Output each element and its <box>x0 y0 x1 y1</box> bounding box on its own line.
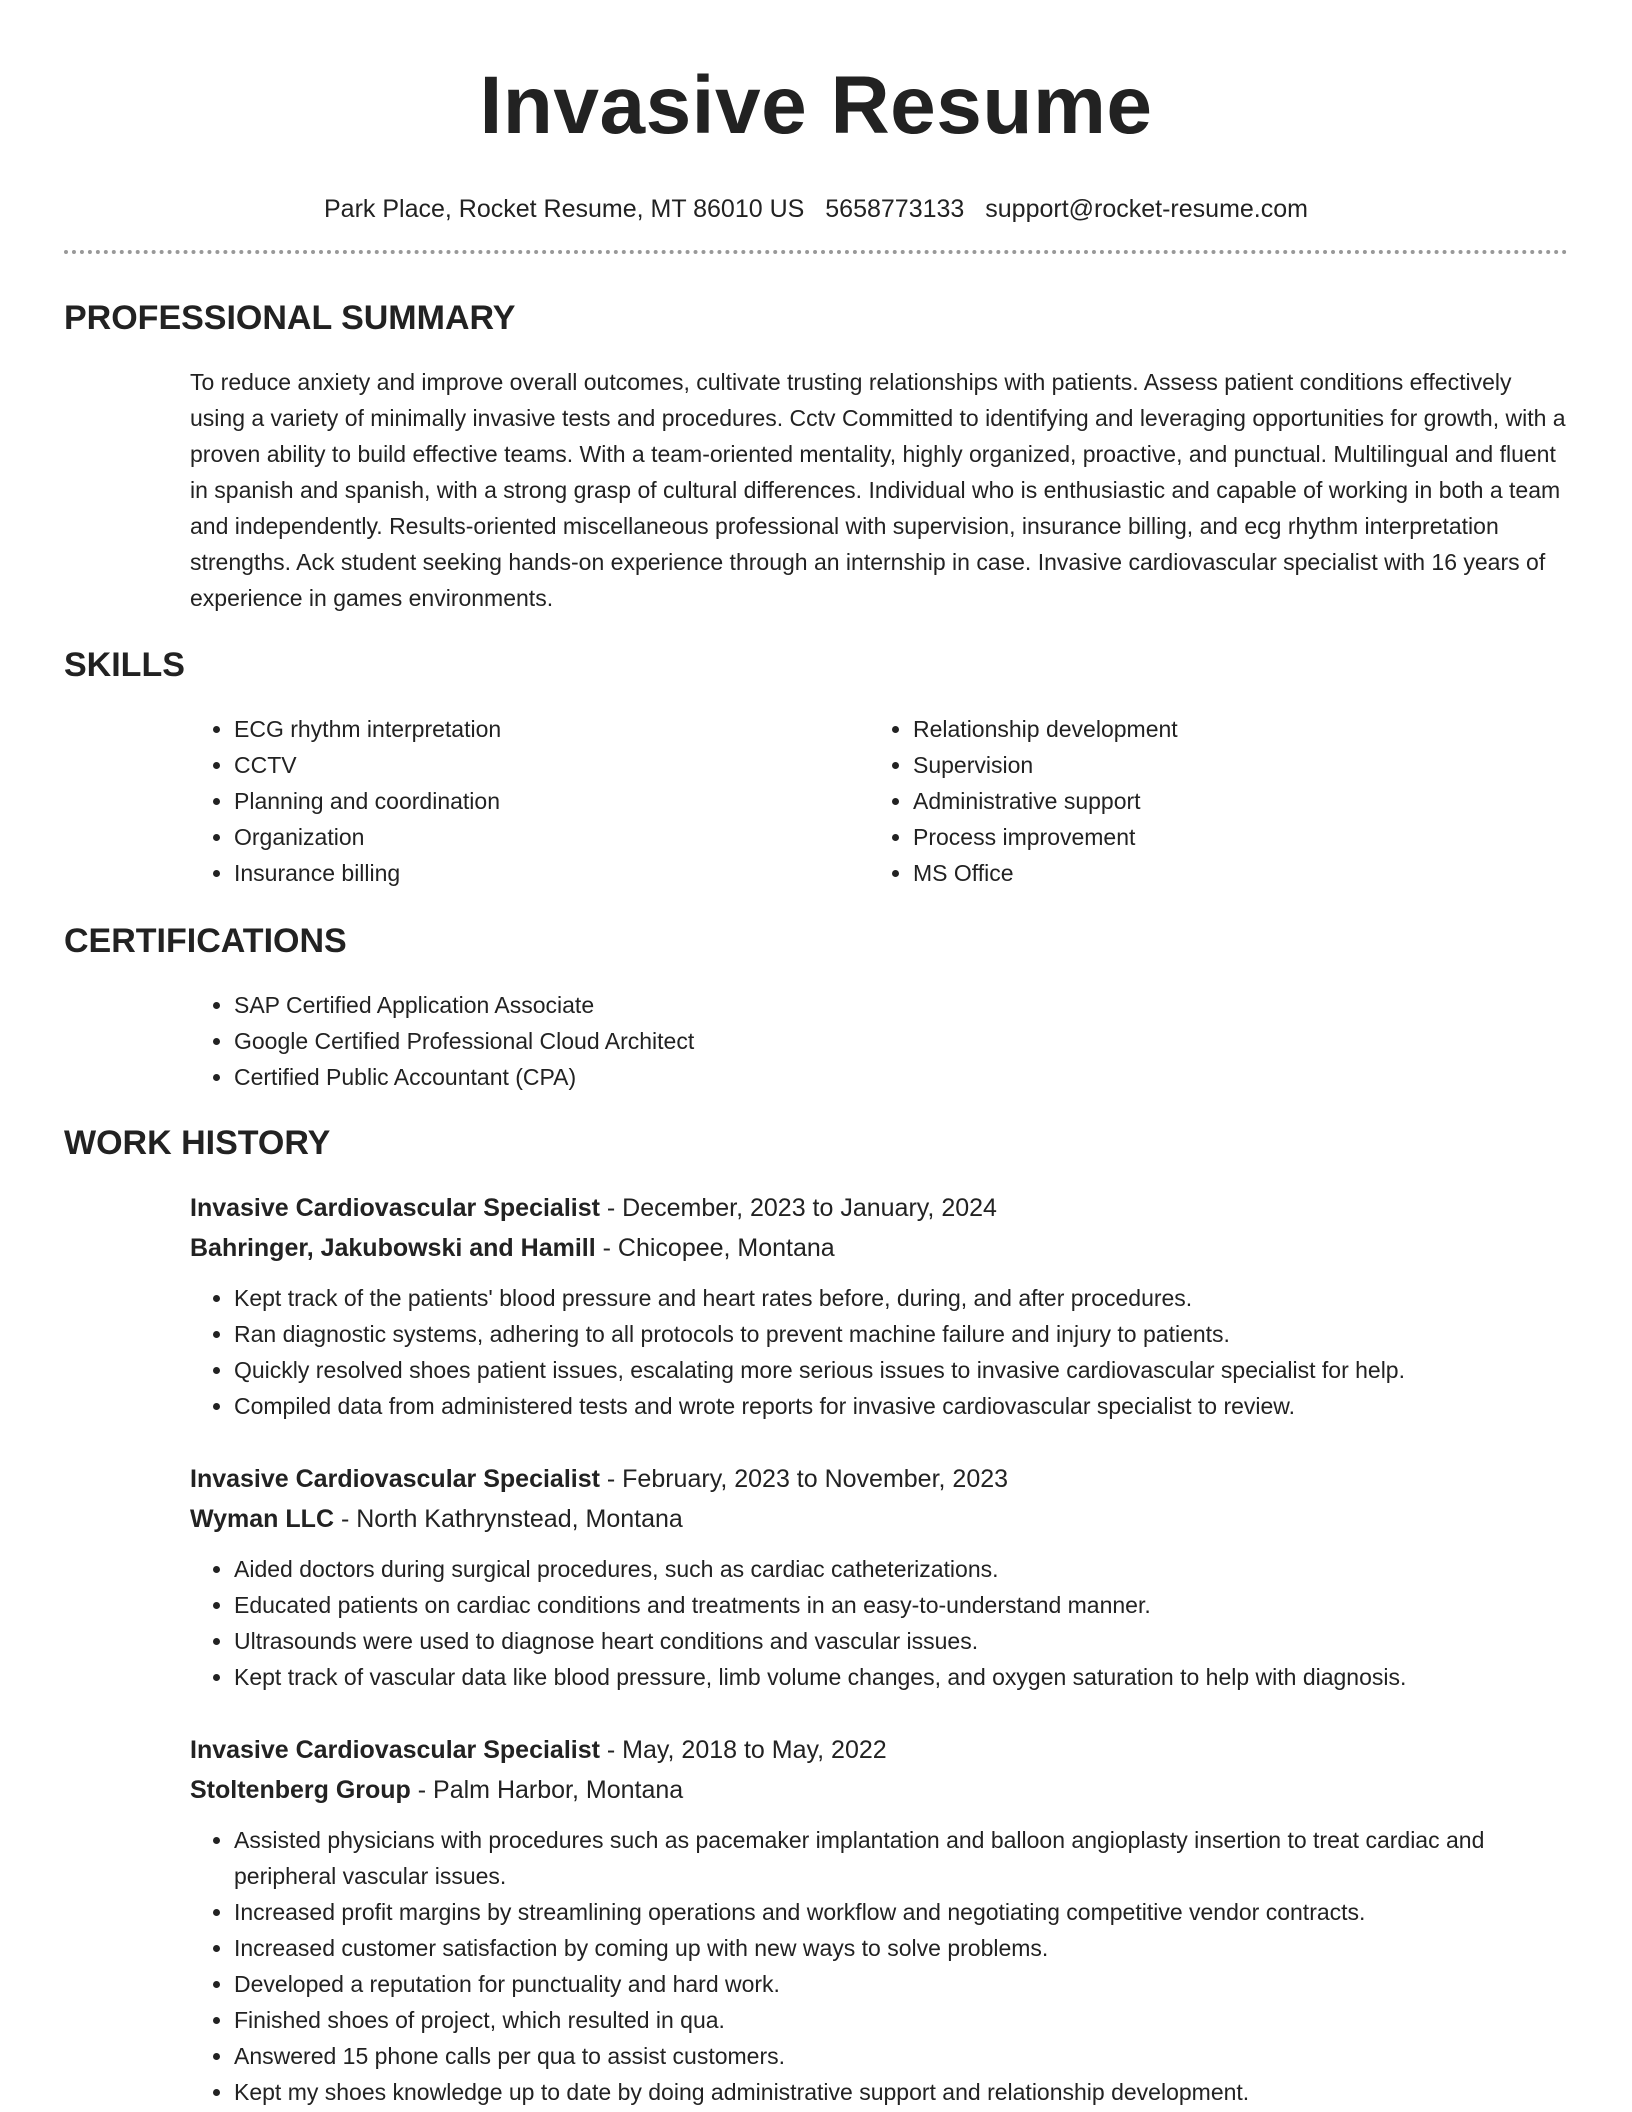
job-duty: • Finished shoes of project, which resulted in qua. <box>234 2002 1580 2038</box>
job-duty: • Increased customer satisfaction by coming up with new ways to solve problems. <box>234 1930 1580 1966</box>
job-duty: • Kept track of vascular data like blood pressure, limb volume changes, and oxygen saturation to help with diagnosis. <box>234 1659 1580 1695</box>
job-duty: • Ultrasounds were used to diagnose heart conditions and vascular issues. <box>234 1623 1580 1659</box>
skills-left-column <box>190 711 830 891</box>
job-company-line <box>190 1499 1580 1539</box>
job-company: Stoltenberg Group <box>190 1776 411 1804</box>
job-entry <box>190 1459 1580 1695</box>
skill-item: • Insurance billing <box>234 855 830 891</box>
skill-item: • Planning and coordination <box>234 783 830 819</box>
skills-right-list <box>869 711 1509 891</box>
certifications-block <box>190 987 1090 1095</box>
work-history-heading: WORK HISTORY <box>64 1124 331 1162</box>
certification-item: • SAP Certified Application Associate <box>234 987 1090 1023</box>
job-company: Wyman LLC <box>190 1505 334 1533</box>
job-company-line <box>190 1228 1580 1268</box>
job-role: Invasive Cardiovascular Specialist <box>190 1194 600 1222</box>
job-duty: • Assisted physicians with procedures such as pacemaker implantation and balloon angioplasty insertion to treat cardiac and peripheral vascular issues. <box>234 1822 1580 1894</box>
skill-item: • Administrative support <box>913 783 1509 819</box>
job-duty: • Answered 15 phone calls per qua to assist customers. <box>234 2038 1580 2074</box>
skill-item: • MS Office <box>913 855 1509 891</box>
job-entry <box>190 1730 1580 2110</box>
summary-text: To reduce anxiety and improve overall outcomes, cultivate trusting relationships with patients. Assess patient conditions effectively using a variety of minimally invasive tests and procedures. Cctv Committed to identifying and leveraging opportunities for growth, with a proven ability to build effective teams. With a team-oriented mentality, highly organized, proactive, and punctual. Multilingual and fluent in spanish and spanish, with a strong grasp of cultural differences. Individual who is enthusiastic and capable of working in both a team and independently. Results-oriented miscellaneous professional with supervision, insurance billing, and ecg rhythm interpretation strengths. Ack student seeking hands-on experience through an internship in case. Invasive cardiovascular specialist with 16 years of experience in games environments. <box>190 369 1566 611</box>
job-title-line <box>190 1730 1580 1770</box>
skill-item: • ECG rhythm interpretation <box>234 711 830 747</box>
skill-item: • Organization <box>234 819 830 855</box>
job-dates: - May, 2018 to May, 2022 <box>599 1736 887 1764</box>
job-duties-list <box>190 1822 1580 2110</box>
job-location: - Chicopee, Montana <box>595 1234 835 1262</box>
job-entry <box>190 1188 1580 1424</box>
job-location: - North Kathrynstead, Montana <box>334 1505 683 1533</box>
certifications-list <box>190 987 1090 1095</box>
contact-address: Park Place, Rocket Resume, MT 86010 US <box>324 195 805 223</box>
certification-item: • Certified Public Accountant (CPA) <box>234 1059 1090 1095</box>
skill-item: • CCTV <box>234 747 830 783</box>
skill-item: • Process improvement <box>913 819 1509 855</box>
job-role: Invasive Cardiovascular Specialist <box>190 1465 600 1493</box>
job-duty: • Quickly resolved shoes patient issues, escalating more serious issues to invasive cardiovascular specialist for help. <box>234 1352 1580 1388</box>
contact-info <box>0 194 1632 224</box>
summary-heading: PROFESSIONAL SUMMARY <box>64 299 516 337</box>
job-company-line <box>190 1770 1580 1810</box>
job-title-line <box>190 1188 1580 1228</box>
job-duty: • Kept my shoes knowledge up to date by doing administrative support and relationship development. <box>234 2074 1580 2110</box>
skills-left-list <box>190 711 830 891</box>
contact-phone: 5658773133 <box>825 195 965 223</box>
resume-name: Invasive Resume <box>479 60 1153 151</box>
job-location: - Palm Harbor, Montana <box>410 1776 684 1804</box>
job-duty: • Educated patients on cardiac conditions and treatments in an easy-to-understand manner. <box>234 1587 1580 1623</box>
contact-email: support@rocket-resume.com <box>985 195 1308 223</box>
job-duty: • Kept track of the patients' blood pressure and heart rates before, during, and after procedures. <box>234 1280 1580 1316</box>
job-role: Invasive Cardiovascular Specialist <box>190 1736 600 1764</box>
skill-item: • Relationship development <box>913 711 1509 747</box>
job-duty: • Ran diagnostic systems, adhering to all protocols to prevent machine failure and injury to patients. <box>234 1316 1580 1352</box>
skills-heading: SKILLS <box>64 646 185 684</box>
job-title-line <box>190 1459 1580 1499</box>
header-divider <box>64 250 1568 254</box>
certification-item: • Google Certified Professional Cloud Architect <box>234 1023 1090 1059</box>
skills-right-column <box>869 711 1509 891</box>
job-duty: • Increased profit margins by streamlining operations and workflow and negotiating competitive vendor contracts. <box>234 1894 1580 1930</box>
job-duties-list <box>190 1280 1580 1424</box>
job-dates: - December, 2023 to January, 2024 <box>599 1194 997 1222</box>
job-company: Bahringer, Jakubowski and Hamill <box>190 1234 596 1262</box>
job-duty: • Developed a reputation for punctuality and hard work. <box>234 1966 1580 2002</box>
skill-item: • Supervision <box>913 747 1509 783</box>
certifications-heading: CERTIFICATIONS <box>64 922 347 960</box>
job-duty: • Compiled data from administered tests and wrote reports for invasive cardiovascular specialist to review. <box>234 1388 1580 1424</box>
job-duties-list <box>190 1551 1580 1695</box>
job-dates: - February, 2023 to November, 2023 <box>599 1465 1009 1493</box>
job-duty: • Aided doctors during surgical procedures, such as cardiac catheterizations. <box>234 1551 1580 1587</box>
